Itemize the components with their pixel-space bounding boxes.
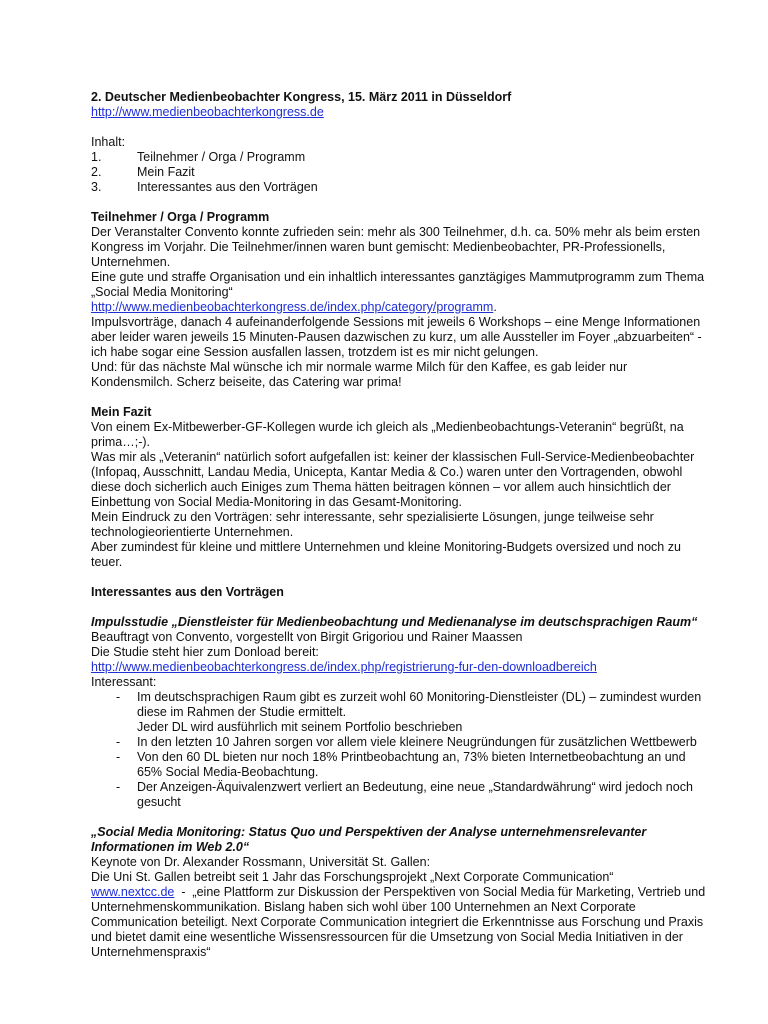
paragraph: Die Uni St. Gallen betreibt seit 1 Jahr das Forschungsprojekt „Next Corporate Communication“ xyxy=(91,870,614,884)
paragraph: Und: für das nächste Mal wünsche ich mir normale warme Milch für den Kaffee, es gab leider nur Kondensmilch. Scherz beiseite, das Catering war prima! xyxy=(91,360,628,389)
bullet-text: Jeder DL wird ausführlich mit seinem Portfolio beschrieben xyxy=(137,720,463,734)
bullet-text: Von den 60 DL bieten nur noch 18% Printbeobachtung an, 73% bieten Internetbeobachtung an und 65% Social Media-Beobachtung. xyxy=(137,750,686,779)
bullet-item xyxy=(91,690,708,735)
paragraph: Eine gute und straffe Organisation und ein inhaltlich interessantes ganztägiges Mammutprogramm zum Thema „Social Media Monitoring“ xyxy=(91,270,705,299)
toc-item-text: Interessantes aus den Vorträgen xyxy=(137,180,318,194)
toc-label: Inhalt: xyxy=(91,135,126,149)
bullet-item xyxy=(91,735,708,750)
link-suffix: . xyxy=(493,300,497,314)
nextcc-description: - „eine Plattform zur Diskussion der Perspektiven von Social Media für Marketing, Vertrieb und Unternehmenskommunikation. Bislang haben sich wohl über 100 Unternehmen an Next Corporate Communication beteiligt. Next Corporate Communication integriert die Erkenntnisse aus Forschung und Praxis und bietet damit eine wesentliche Wissensressourcen für die Umsetzung von Social Media Initiativen in der Unternehmenspraxis“ xyxy=(91,885,709,959)
talk-byline: Beauftragt von Convento, vorgestellt von Birgit Grigoriou und Rainer Maassen xyxy=(91,630,523,644)
toc-item-number: 1. xyxy=(91,150,102,164)
paragraph: Die Studie steht hier zum Donload bereit: xyxy=(91,645,319,659)
talk-title: „Social Media Monitoring: Status Quo und Perspektiven der Analyse unternehmensrelevanter Informationen im Web 2.0“ xyxy=(91,825,647,854)
paragraph: Was mir als „Veteranin“ natürlich sofort aufgefallen ist: keiner der klassischen Full-Service-Medienbeobachter (Infopaq, Ausschnitt, Landau Media, Unicepta, Kantar Media & Co.) waren unter den Vortragenden, obwohl diese doch sicherlich auch Einiges zum Thema hätten beitragen können – vor allem auch hinsichtlich der Einbettung von Social Media-Monitoring in das Gesamt-Monitoring. xyxy=(91,450,695,509)
toc-item-text: Mein Fazit xyxy=(137,165,195,179)
bullet-dash: - xyxy=(116,735,121,749)
toc-item-number: 3. xyxy=(91,180,102,194)
toc-item xyxy=(91,165,708,180)
paragraph: Impulsvorträge, danach 4 aufeinanderfolgende Sessions mit jeweils 6 Workshops – eine Menge Informationen aber leider waren jeweils 15 Minuten-Pausen dazwischen zu kurz, um alle Aussteller im Foyer „abzuarbeiten“ - ich habe sogar eine Session ausfallen lassen, trotzdem ist es mir nicht gelungen. xyxy=(91,315,702,359)
toc-item-number: 2. xyxy=(91,165,102,179)
paragraph: Der Veranstalter Convento konnte zufrieden sein: mehr als 300 Teilnehmer, d.h. ca. 50% mehr als beim ersten Kongress im Vorjahr. Die Teilnehmer/innen waren bunt gemischt: Medienbeobachter, PR-Professionells, Unternehmen. xyxy=(91,225,701,269)
bullet-item xyxy=(91,780,708,810)
bullet-dash: - xyxy=(116,690,121,704)
download-link[interactable]: http://www.medienbeobachterkongress.de/index.php/registrierung-fur-den-downloadbereich xyxy=(91,660,597,674)
bullet-text: Im deutschsprachigen Raum gibt es zurzeit wohl 60 Monitoring-Dienstleister (DL) – zumindest wurden diese im Rahmen der Studie ermittelt. xyxy=(137,690,702,719)
nextcc-link[interactable]: www.nextcc.de xyxy=(91,885,175,899)
talk-title: Impulsstudie „Dienstleister für Medienbeobachtung und Medienanalyse im deutschsprachigen Raum“ xyxy=(91,615,698,629)
section-heading-vortraege: Interessantes aus den Vorträgen xyxy=(91,585,284,599)
bullet-text: Der Anzeigen-Äquivalenzwert verliert an Bedeutung, eine neue „Standardwährung“ wird jedoch noch gesucht xyxy=(137,780,693,809)
paragraph: Aber zumindest für kleine und mittlere Unternehmen und kleine Monitoring-Budgets oversized und noch zu teuer. xyxy=(91,540,681,569)
bullet-dash: - xyxy=(116,780,121,794)
congress-link[interactable]: http://www.medienbeobachterkongress.de xyxy=(91,105,324,119)
section-heading-fazit: Mein Fazit xyxy=(91,405,152,419)
toc-item xyxy=(91,180,708,195)
bullet-item xyxy=(91,750,708,780)
paragraph: Mein Eindruck zu den Vorträgen: sehr interessante, sehr spezialisierte Lösungen, junge teilweise sehr technologieorientierte Unternehmen. xyxy=(91,510,654,539)
section-heading-teilnehmer: Teilnehmer / Orga / Programm xyxy=(91,210,270,224)
paragraph: Von einem Ex-Mitbewerber-GF-Kollegen wurde ich gleich als „Medienbeobachtungs-Veteranin“ begrüßt, na prima…;-). xyxy=(91,420,684,449)
document-title: 2. Deutscher Medienbeobachter Kongress, 15. März 2011 in Düsseldorf xyxy=(91,90,512,104)
programm-link[interactable]: http://www.medienbeobachterkongress.de/index.php/category/programm xyxy=(91,300,494,314)
toc-item xyxy=(91,150,708,165)
talk-byline: Keynote von Dr. Alexander Rossmann, Universität St. Gallen: xyxy=(91,855,431,869)
interessant-label: Interessant: xyxy=(91,675,157,689)
bullet-dash: - xyxy=(116,750,121,764)
bullet-text: In den letzten 10 Jahren sorgen vor allem viele kleinere Neugründungen für zusätzlichen Wettbewerb xyxy=(137,735,697,749)
toc-item-text: Teilnehmer / Orga / Programm xyxy=(137,150,306,164)
